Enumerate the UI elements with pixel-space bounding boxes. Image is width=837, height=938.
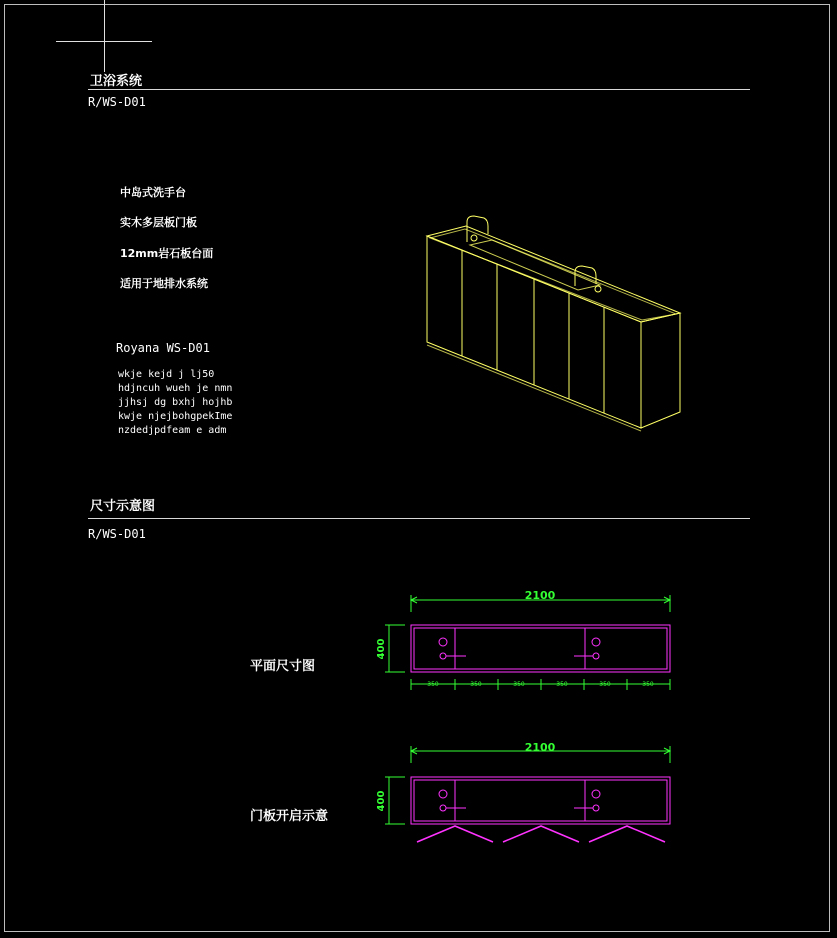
model-desc-4: kwje njejbohgpekIme [118, 411, 233, 422]
segment-label: 350 [556, 681, 568, 688]
model-desc-5: nzdedjpdfeam e adm [118, 425, 227, 436]
segment-label: 350 [427, 681, 439, 688]
door-view-outline [411, 777, 670, 824]
door-opening-label: 门板开启示意 [250, 809, 329, 824]
spec-2: 实木多层板门板 [120, 216, 197, 229]
dimension-section-code: R/WS-D01 [88, 527, 146, 541]
section-title: 卫浴系统 [90, 74, 143, 89]
segment-label: 350 [642, 681, 654, 688]
plan-view-label: 平面尺寸图 [250, 659, 316, 674]
spec-3: 12mm岩石板台面 [120, 247, 214, 260]
plan-depth-label: 400 [376, 638, 387, 660]
model-name: Royana WS-D01 [116, 341, 210, 355]
plan-dimensions [385, 595, 670, 690]
door-swing-lines [417, 826, 665, 842]
model-desc-3: jjhsj dg bxhj hojhb [118, 397, 233, 408]
cabinet-isometric [427, 216, 680, 431]
spec-4: 适用于地排水系统 [120, 277, 208, 290]
door-depth-label: 400 [376, 790, 387, 812]
segment-label: 350 [513, 681, 525, 688]
door-dimensions [385, 746, 670, 824]
plan-width-label: 2100 [524, 589, 556, 602]
plan-view-outline [411, 625, 670, 672]
section-code: R/WS-D01 [88, 95, 146, 109]
segment-label: 350 [470, 681, 482, 688]
door-width-label: 2100 [524, 741, 556, 754]
spec-1: 中岛式洗手台 [120, 186, 186, 199]
segment-label: 350 [599, 681, 611, 688]
model-desc-1: wkje kejd j lj50 [118, 369, 215, 380]
model-desc-2: hdjncuh wueh je nmn [118, 383, 233, 394]
dimension-section-title: 尺寸示意图 [90, 499, 156, 514]
